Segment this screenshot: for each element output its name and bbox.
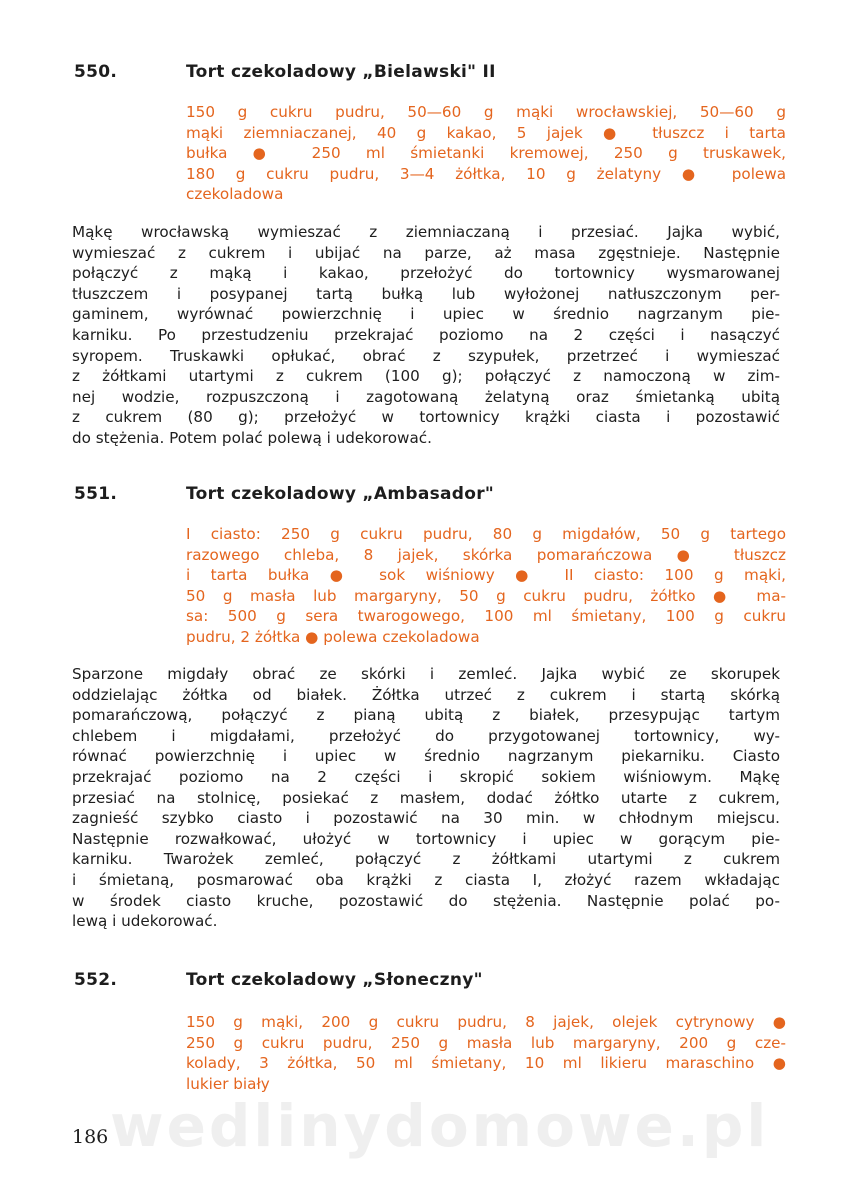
instruction-line: zagnieść szybko ciasto i pozostawić na 30 min. w chłodnym miejscu. xyxy=(72,809,780,828)
ingredient-line: I ciasto: 250 g cukru pudru, 80 g migdałów, 50 g tartego xyxy=(186,525,786,543)
instruction-line: z żółtkami utartymi z cukrem (100 g); połączyć z namoczoną w zim- xyxy=(72,367,780,386)
recipe-550-instructions xyxy=(72,222,780,449)
recipe-552-ingredients xyxy=(186,1012,786,1094)
instruction-line: równać powierzchnię i upiec w średnio nagrzanym piekarniku. Ciasto xyxy=(72,747,780,766)
instruction-line: połączyć z mąką i kakao, przełożyć do tortownicy wysmarowanej xyxy=(72,264,780,283)
recipe-title: Tort czekoladowy „Słoneczny" xyxy=(186,970,483,990)
ingredient-line: czekoladowa xyxy=(186,185,284,204)
instruction-line: chlebem i migdałami, przełożyć do przygotowanej tortownicy, wy- xyxy=(72,726,780,745)
recipe-number: 552. xyxy=(74,970,118,990)
instruction-line: nej wodzie, rozpuszczoną i zagotowaną żelatyną oraz śmietanką ubitą xyxy=(72,387,780,406)
recipe-number: 550. xyxy=(74,62,118,82)
ingredient-line: mąki ziemniaczanej, 40 g kakao, 5 jajek ● tłuszcz i tarta xyxy=(186,123,786,142)
ingredient-line: 50 g masła lub margaryny, 50 g cukru pudru, żółtko ● ma- xyxy=(186,586,786,605)
ingredient-line: sa: 500 g sera twarogowego, 100 ml śmietany, 100 g cukru xyxy=(186,607,786,626)
recipe-551-ingredients xyxy=(186,524,786,648)
recipe-number: 551. xyxy=(74,484,118,504)
recipe-550-ingredients xyxy=(186,102,786,205)
instruction-line: Następnie rozwałkować, ułożyć w tortownicy i upiec w gorącym pie- xyxy=(72,829,780,848)
instruction-line: i śmietaną, posmarować oba krążki z ciasta I, złożyć razem wkładając xyxy=(72,870,780,889)
recipe-title: Tort czekoladowy „Ambasador" xyxy=(186,484,495,504)
ingredient-line: lukier biały xyxy=(186,1074,270,1093)
watermark: wedlinydomowe.pl xyxy=(110,1092,770,1160)
instruction-line: przesiać na stolnicę, posiekać z masłem, dodać żółtko utarte z cukrem, xyxy=(72,788,780,807)
ingredient-line: i tarta bułka ● sok wiśniowy ● II ciasto: 100 g mąki, xyxy=(186,566,786,585)
instruction-line: do stężenia. Potem polać polewą i udekorować. xyxy=(72,428,432,447)
instruction-line: Mąkę wrocławską wymieszać z ziemniaczaną i przesiać. Jajka wybić, xyxy=(72,223,780,241)
instruction-line: syropem. Truskawki opłukać, obrać z szypułek, przetrzeć i wymieszać xyxy=(72,346,780,365)
instruction-line: przekrajać poziomo na 2 części i skropić sokiem wiśniowym. Mąkę xyxy=(72,767,780,786)
ingredient-line: bułka ● 250 ml śmietanki kremowej, 250 g truskawek, xyxy=(186,144,786,163)
ingredient-line: 150 g cukru pudru, 50—60 g mąki wrocławskiej, 50—60 g xyxy=(186,103,786,121)
instruction-line: pomarańczową, połączyć z pianą ubitą z białek, przesypując tartym xyxy=(72,706,780,725)
ingredient-line: 150 g mąki, 200 g cukru pudru, 8 jajek, olejek cytrynowy ● xyxy=(186,1013,786,1031)
ingredient-line: 250 g cukru pudru, 250 g masła lub margaryny, 200 g cze- xyxy=(186,1033,786,1052)
instruction-line: tłuszczem i posypanej tartą bułką lub wyłożonej natłuszczonym per- xyxy=(72,284,780,303)
instruction-line: karniku. Twarożek zemleć, połączyć z żółtkami utartymi z cukrem xyxy=(72,850,780,869)
page-number: 186 xyxy=(72,1126,109,1148)
instruction-line: oddzielając żółtka od białek. Żółtka utrzeć z cukrem i startą skórką xyxy=(72,685,780,704)
ingredient-line: razowego chleba, 8 jajek, skórka pomarańczowa ● tłuszcz xyxy=(186,545,786,564)
recipe-551-instructions xyxy=(72,664,780,932)
instruction-line: wymieszać z cukrem i ubijać na parze, aż masa zgęstnieje. Następnie xyxy=(72,243,780,262)
instruction-line: gaminem, wyrównać powierzchnię i upiec w średnio nagrzanym pie- xyxy=(72,305,780,324)
ingredient-line: pudru, 2 żółtka ● polewa czekoladowa xyxy=(186,627,480,646)
instruction-line: lewą i udekorować. xyxy=(72,912,218,931)
instruction-line: Sparzone migdały obrać ze skórki i zemleć. Jajka wybić ze skorupek xyxy=(72,665,780,683)
recipe-title: Tort czekoladowy „Bielawski" II xyxy=(186,62,496,82)
instruction-line: karniku. Po przestudzeniu przekrajać poziomo na 2 części i nasączyć xyxy=(72,325,780,344)
instruction-line: w środek ciasto kruche, pozostawić do stężenia. Następnie polać po- xyxy=(72,891,780,910)
instruction-line: z cukrem (80 g); przełożyć w tortownicy krążki ciasta i pozostawić xyxy=(72,408,780,427)
ingredient-line: 180 g cukru pudru, 3—4 żółtka, 10 g żelatyny ● polewa xyxy=(186,164,786,183)
ingredient-line: kolady, 3 żółtka, 50 ml śmietany, 10 ml likieru maraschino ● xyxy=(186,1054,786,1073)
